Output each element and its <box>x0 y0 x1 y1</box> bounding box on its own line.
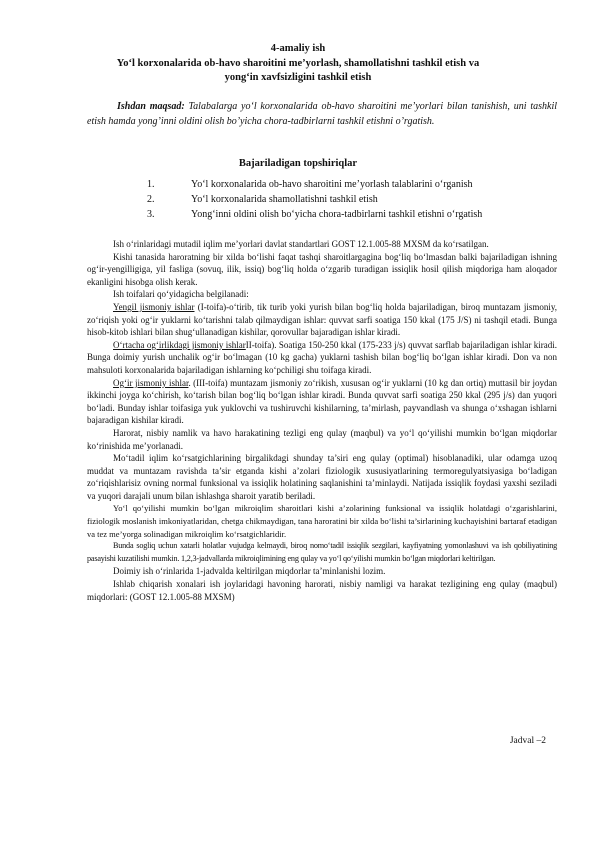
paragraph: Ishlab chiqarish xonalari ish joylaridagi havoning harorati, nisbiy namligi va harakat tezligining eng qulay (maqbul) miqdorlari: (GOST 12.1.005-88 MXSM) <box>87 579 557 602</box>
category-term: Og‘ir jismoniy ishlar <box>113 377 189 388</box>
paragraph: Yengil jismoniy ishlar (I-toifa)-o‘tirib, tik turib yoki yurish bilan bog‘liq holda bajariladigan, biroq muntazam jismoniy, zo‘riqish yoki og‘ir yuklarni ko‘tarishni talab qilmaydigan ishlar: quvvat sarfi soatiga 150 kkal (175 J/S) ni tashqil etadi. Bunga hisob-kitob ishlari bilan shug‘ullanadigan kishilar, qorovullar bajaradigan ishlar kiradi. <box>87 301 558 338</box>
title-line-1: Yo‘l korxonalarida ob-havo sharoitini me’yorlash, shamollatishni tashkil etish va <box>116 58 480 69</box>
task-text: Yo‘l korxonalarida ob-havo sharoitini me’yorlash talablarini o‘rganish <box>191 179 473 190</box>
paragraph: Ish toifalari qo‘yidagicha belgilanadi: <box>113 289 249 300</box>
aim-label: Ishdan maqsad: <box>117 101 185 112</box>
task-item <box>147 178 473 191</box>
paragraph: Mo‘tadil iqlim ko‘rsatgichlarining birgalikdagi shunday ta’siri eng qulay (optimal) hisoblanadiki, ular odamga uzoq muddat va muntazam ravishda ta’sir etganda kishi a’zolari fiziologik xususiyatlarining termoregulyatsiyasiga bo‘ladigan zo‘riqishlarisiz ovning normal funksional va issiqlik holatining saqlanishini ta’minlaydi. Natijada issiqlik foydasi yaxshi seziladi va yuqori darajali unum bilan ishlashga sharoit yaratib beriladi. <box>87 453 557 501</box>
aim-text: Talabalarga yo‘l korxonalarida ob-havo sharoitini me’yorlari bilan tanishish, uni tashkil etish hamda yong’inni oldini olish bo’yicha chora-tadbirlarni tashkil etishni o’rgatish. <box>87 101 557 127</box>
paragraph: Kishi tanasida haroratning bir xilda bo‘lishi faqat tashqi sharoitlargagina bog‘liq bo‘lmasdan balki bajariladigan ishning og‘ir-yengilligiga, yil fasliga (sovuq, ilik, issiq) bog‘liq holda o‘zgarib turadigan issiqlik hosil qilish miqdoriga ham aloqador ekanligini hisobga olish kerak. <box>87 251 557 287</box>
title-line-2: yong‘in xavfsizligini tashkil etish <box>224 72 372 83</box>
task-text: Yong‘inni oldini olish bo‘yicha chora-tadbirlarni tashkil etishni o‘rgatish <box>191 209 483 220</box>
work-number: 4-amaliy ish <box>270 43 326 54</box>
paragraph: Ish o‘rinlaridagi mutadil iqlim me’yorlari davlat standartlari GOST 12.1.005-88 MXSM da ko‘rsatilgan. <box>113 239 489 249</box>
paragraph: Harorat, nisbiy namlik va havo harakatining tezligi eng qulay (maqbul) va yo‘l qo‘yilishi mumkin bo‘lgan miqdorlar ko‘rinishida me’yorlanadi. <box>87 427 557 451</box>
paragraph: Og‘ir jismoniy ishlar. (III-toifa) muntazam jismoniy zo‘rikish, xususan og‘ir yuklarni (10 kg dan ortiq) muttasil bir joydan ikkinchi joyga ko‘chirish, ko‘tarish bilan bog‘liq bo‘lgan ishlar kiradi. Bunda quvvat sarfi soatiga 250 kkal (295 j/s) dan yuqori bo‘ladi. Bunday ishlar toifasiga yuk yuklovchi va tushiruvchi kishilarning, ta’mirlash, payvandlash va shunga o‘xshagan ishlarni bajaradigan kishilar kiradi. <box>87 377 557 426</box>
page-title <box>60 57 536 85</box>
task-number: 2. <box>147 194 155 205</box>
body-text <box>87 238 557 603</box>
task-number: 1. <box>147 179 155 190</box>
task-number: 3. <box>147 209 155 220</box>
table-caption: Jadval –2 <box>509 736 546 746</box>
paragraph: O‘rtacha og‘irlikdagi jismoniy ishlarII-toifa). Soatiga 150-250 kkal (175-233 j/s) quvvat sarflab bajariladigan ishlar kiradi. Bunga doimiy yurish unchalik og‘ir bo‘lmagan (10 kg gacha) yuklarni tashish bilan bog‘liq bo‘lgan ishlar kiradi. Don va non mahsuloti korxonalarida bajariladigan ishlarning ko‘pchiligi shu toifaga kiradi. <box>87 339 557 375</box>
paragraph: Bunda sogliq uchun xatarli holatlar vujudga kelmaydi, biroq nomo‘tadil issiqlik sezgilari, kayfiyatning yomonlashuvi va ish qobiliyatining pasayishi kuzatilishi mumkin. 1,2,3-jadvallarda mikroiqlimining eng qulay va yo‘l qo‘yilishi mumkin bo‘lgan miqdorlari keltirilgan. <box>87 541 557 563</box>
task-item <box>147 193 378 206</box>
aim-paragraph <box>87 100 557 129</box>
task-item <box>147 208 482 221</box>
category-term: Yengil jismoniy ishlar <box>113 301 195 312</box>
paragraph: Yo‘l qo‘yilishi mumkin bo‘lgan mikroiqlim sharoitlari kishi a’zolarining funksional va issiqlik holatdagi o‘zgarishlarini, fiziologik moslanish imkoniyatlaridan, chetga chikmaydigan, tana haroratini bir xilda bo‘lishi ta’sirlarining kuchayishini bartaraf etadigan va tez me’yorga solinadigan mikroiqlim ko‘rsatgichlaridir. <box>87 503 557 539</box>
task-text: Yo‘l korxonalarida shamollatishni tashkil etish <box>191 194 378 205</box>
category-term: O‘rtacha og‘irlikdagi jismoniy ishlar <box>113 339 246 350</box>
tasks-heading: Bajariladigan topshiriqlar <box>238 158 358 169</box>
paragraph: Doimiy ish o‘rinlarida 1-jadvalda keltirilgan miqdorlar ta’minlanishi lozim. <box>113 566 386 577</box>
